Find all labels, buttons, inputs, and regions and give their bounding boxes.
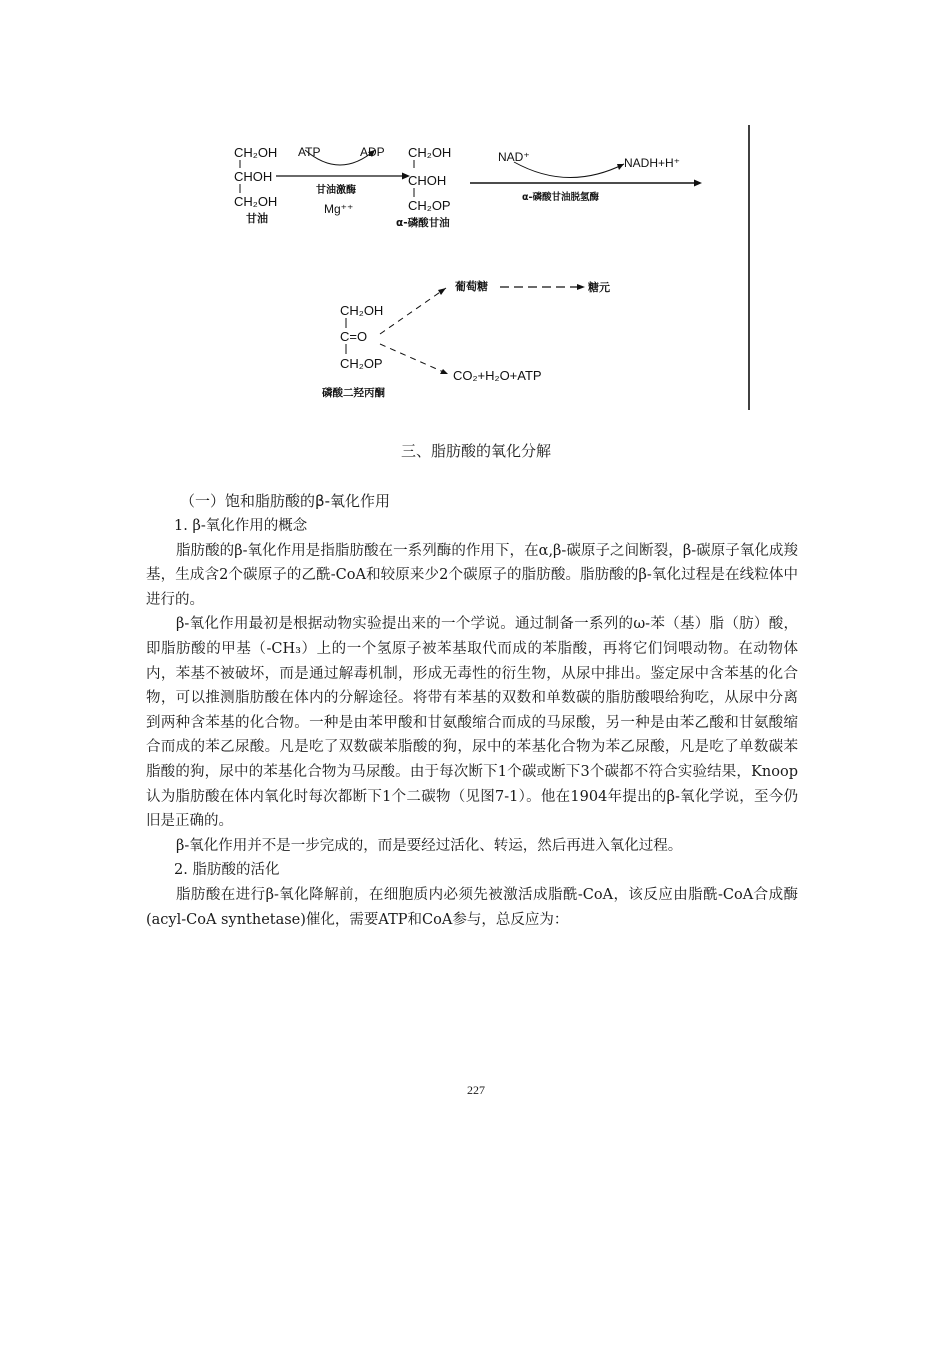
glycerol-name: 甘油 xyxy=(246,212,268,225)
section-title: 三、脂肪酸的氧化分解 xyxy=(400,442,551,460)
g3p-mid: CHOH xyxy=(408,173,447,188)
cofactor-curve-2 xyxy=(514,162,624,178)
dhap-top: CH₂OH xyxy=(340,303,384,318)
glycerol-top: CH₂OH xyxy=(234,145,278,160)
branch-to-glucose xyxy=(380,288,446,334)
nad-label: NAD⁺ xyxy=(498,150,530,164)
g3p-bot: CH₂OP xyxy=(408,198,451,213)
dhap-mid: C=O xyxy=(340,329,368,344)
arrowhead xyxy=(694,180,702,187)
arrowhead xyxy=(438,288,446,295)
adp-label: ADP xyxy=(360,145,385,159)
atp-label: ATP xyxy=(298,145,321,159)
g3p-top: CH₂OH xyxy=(408,145,452,160)
paragraph-3: β-氧化作用并不是一步完成的，而是要经过活化、转运，然后再进入氧化过程。 xyxy=(176,837,683,854)
item-heading-1: 1. β-氧化作用的概念 xyxy=(174,518,308,534)
paragraph-4: 脂肪酸在进行β-氧化降解前，在细胞质内必须先被激活成脂酰-CoA，该反应由脂酰-CoA合成酶(acyl-CoA synthetase)催化，需要ATP和CoA参与，总反应为： xyxy=(146,886,798,928)
glycogen-label: 糖元 xyxy=(588,281,610,294)
nadh-label: NADH+H⁺ xyxy=(624,156,681,170)
body-text-block xyxy=(146,514,798,932)
branch-to-products xyxy=(380,344,448,374)
dhap-name: 磷酸二羟丙酮 xyxy=(322,387,385,399)
arrowhead xyxy=(617,164,624,170)
arrowhead xyxy=(577,284,585,290)
item-heading-2: 2. 脂肪酸的活化 xyxy=(174,862,280,879)
sub-title: （一）饱和脂肪酸的β-氧化作用 xyxy=(180,492,390,510)
glycerol-mid: CHOH xyxy=(234,169,273,184)
g3p-name: α-磷酸甘油 xyxy=(396,217,450,229)
glycerol-bot: CH₂OH xyxy=(234,194,278,209)
dhap-bot: CH₂OP xyxy=(340,356,383,371)
glycerol-metabolism-figure xyxy=(0,0,952,420)
dehydrogenase-label: α-磷酸甘油脱氢酶 xyxy=(522,192,599,203)
paragraph-2: β-氧化作用最初是根据动物实验提出来的一个学说。通过制备一系列的ω-苯（基）脂（肪）酸，即脂肪酸的甲基（-CH₃）上的一个氢原子被苯基取代而成的苯脂酸，再将它们饲喂动物。在动物体内，苯基不被破坏，而是通过解毒机制，形成无毒性的衍生物，从尿中排出。鉴定尿中含苯基的化合物，可以推测脂肪酸在体内的分解途径。将带有苯基的双数和单数碳的脂肪酸喂给狗吃，从尿中分离到两种含苯基的化合物。一种是由苯甲酸和甘氨酸缩合而成的马尿酸，另一种是由苯乙酸和甘氨酸缩合而成的苯乙尿酸。凡是吃了双数碳苯脂酸的狗，尿中的苯基化合物为苯乙尿酸，凡是吃了单数碳苯脂酸的狗，尿中的苯基化合物为马尿酸。由于每次断下1个碳或断下3个碳都不符合实验结果，Knoop认为脂肪酸在体内氧化时每次都断下1个二碳物（见图7-1）。他在1904年提出的β-氧化学说，至今仍旧是正确的。 xyxy=(146,616,798,830)
glucose-label: 葡萄糖 xyxy=(455,280,488,293)
kinase-label: 甘油激酶 xyxy=(316,185,356,196)
page-number: 227 xyxy=(467,1083,485,1097)
paragraph-1: 脂肪酸的β-氧化作用是指脂肪酸在一系列酶的作用下，在α,β-碳原子之间断裂，β-碳原子氧化成羧基，生成含2个碳原子的乙酰-CoA和较原来少2个碳原子的脂肪酸。脂肪酸的β-氧化过程是在线粒体中进行的。 xyxy=(146,542,798,608)
mg-label: Mg⁺⁺ xyxy=(324,202,354,216)
products-label: CO₂+H₂O+ATP xyxy=(453,368,542,383)
